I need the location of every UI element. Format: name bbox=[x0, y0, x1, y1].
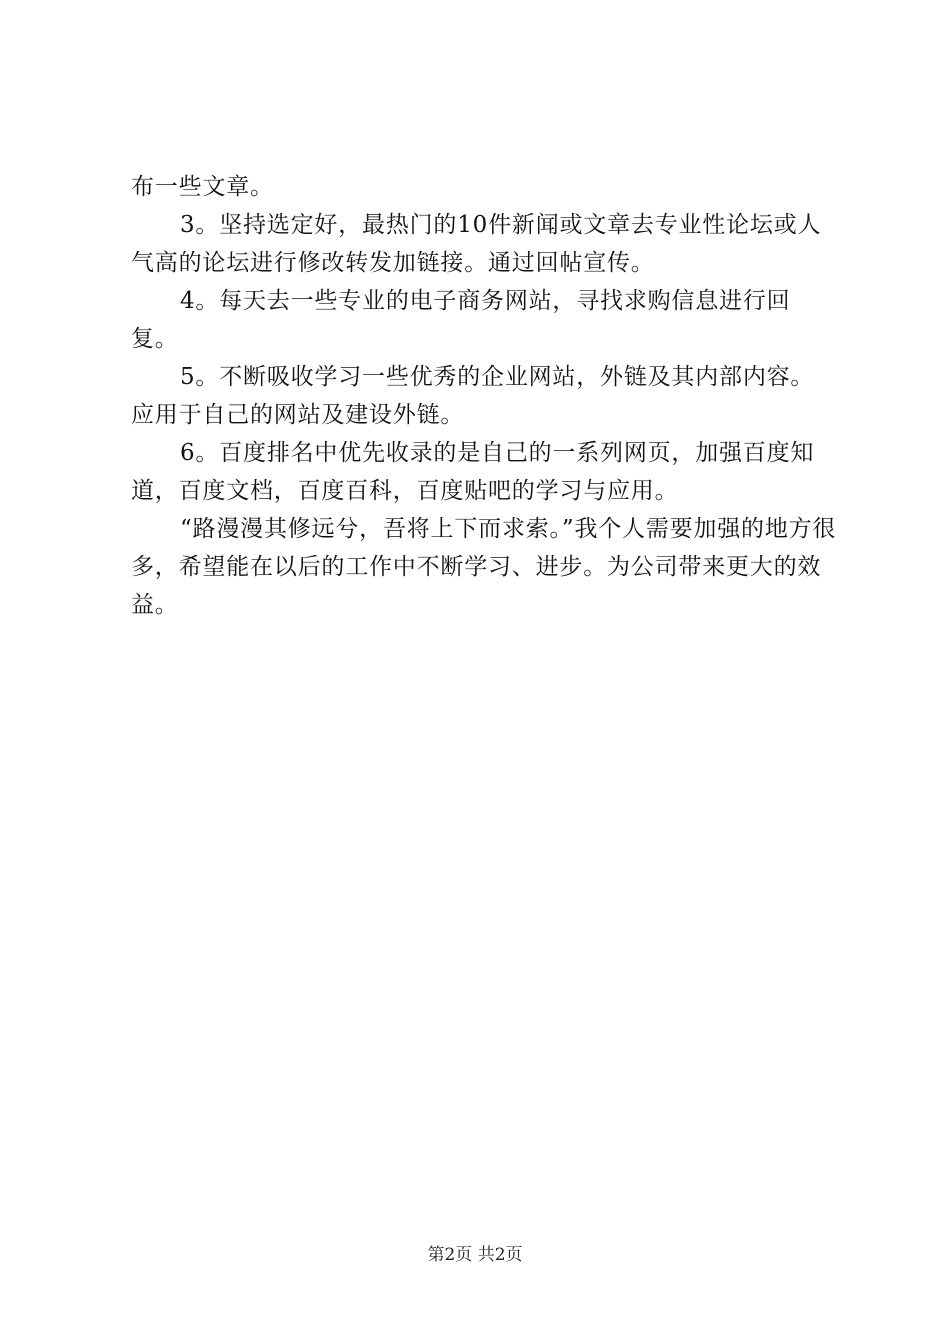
paragraph-continuation: 布一些文章。 bbox=[131, 174, 274, 200]
document-body bbox=[131, 168, 837, 624]
paragraph-item-5: 5。不断吸收学习一些优秀的企业网站，外链及其内部内容。应用于自己的网站及建设外链。 bbox=[131, 364, 815, 428]
paragraph-closing-quote: “路漫漫其修远兮，吾将上下而求索。”我个人需要加强的地方很多，希望能在以后的工作中不断学习、进步。为公司带来更大的效益。 bbox=[131, 516, 837, 618]
paragraph-item-6: 6。百度排名中优先收录的是自己的一系列网页，加强百度知道，百度文档，百度百科，百度贴吧的学习与应用。 bbox=[131, 440, 815, 504]
paragraph-item-3: 3。坚持选定好，最热门的10件新闻或文章去专业性论坛或人气高的论坛进行修改转发加链接。通过回帖宣传。 bbox=[131, 212, 822, 276]
page-footer: 第2页 共2页 bbox=[427, 1245, 523, 1265]
paragraph-item-4: 4。每天去一些专业的电子商务网站，寻找求购信息进行回复。 bbox=[131, 288, 791, 352]
